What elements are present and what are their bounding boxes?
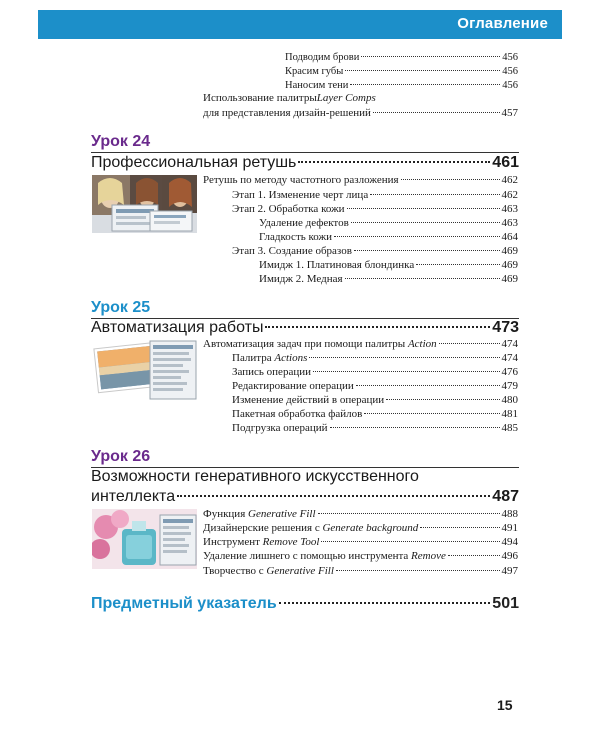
toc-entry[interactable]: Подводим брови 456 (285, 52, 518, 63)
automation-thumbnail (92, 337, 197, 403)
page-number: 15 (497, 697, 513, 713)
toc-entry[interactable]: Ретушь по методу частотного разложения 462 (203, 174, 518, 186)
lesson-label-24: Урок 24 (91, 133, 151, 150)
toc-entry[interactable]: Палитра Actions 474 (232, 352, 518, 364)
toc-entry[interactable]: Подгрузка операций 485 (232, 422, 518, 434)
toc-entry[interactable]: Запись операции 476 (232, 366, 518, 378)
lesson-label-25: Урок 25 (91, 299, 151, 316)
toc-entry[interactable]: Гладкость кожи 464 (259, 231, 518, 243)
toc-entry[interactable]: Этап 1. Изменение черт лица 462 (232, 189, 518, 201)
toc-entry[interactable]: Этап 3. Создание образов 469 (232, 245, 518, 257)
toc-entry[interactable]: Дизайнерские решения с Generate background 491 (203, 522, 518, 534)
subject-index-entry[interactable]: Предметный указатель 501 (91, 595, 519, 612)
toc-entry[interactable]: Творчество с Generative Fill 497 (203, 565, 518, 577)
toc-entry[interactable]: Красим губы 456 (285, 66, 518, 77)
toc-entry[interactable]: Пакетная обработка файлов 481 (232, 408, 518, 420)
toc-entry[interactable]: Наносим тени 456 (285, 80, 518, 91)
toc-entry[interactable]: Функция Generative Fill 488 (203, 508, 518, 520)
chapter-title-retouch[interactable]: Профессиональная ретушь 461 (91, 154, 519, 171)
generative-thumbnail (92, 509, 197, 569)
lesson-label-26: Урок 26 (91, 448, 151, 465)
toc-entry[interactable]: Изменение действий в операции 480 (232, 394, 518, 406)
chapter-title-ai-line1: Возможности генеративного искусственного (91, 468, 419, 485)
retouch-thumbnail (92, 175, 197, 233)
toc-entry[interactable]: Имидж 2. Медная 469 (259, 273, 518, 285)
divider (91, 152, 519, 153)
toc-entry[interactable]: Имидж 1. Платиновая блондинка 469 (259, 259, 518, 271)
page-header (38, 10, 562, 39)
chapter-title-automation[interactable]: Автоматизация работы 473 (91, 319, 519, 336)
toc-entry[interactable]: Редактирование операции 479 (232, 380, 518, 392)
toc-entry[interactable]: для представления дизайн-решений 457 (203, 107, 518, 119)
chapter-title-ai[interactable]: интеллекта 487 (91, 488, 519, 505)
toc-entry-layer-comps-line1: Использование палитры Layer Comps (203, 92, 376, 104)
toc-entry[interactable]: Удаление лишнего с помощью инструмента Remove 496 (203, 550, 518, 562)
toc-entry[interactable]: Удаление дефектов 463 (259, 217, 518, 229)
toc-entry[interactable]: Инструмент Remove Tool 494 (203, 536, 518, 548)
header-title: Оглавление (457, 15, 548, 32)
toc-entry[interactable]: Этап 2. Обработка кожи 463 (232, 203, 518, 215)
toc-entry[interactable]: Автоматизация задач при помощи палитры Action 474 (203, 338, 518, 350)
